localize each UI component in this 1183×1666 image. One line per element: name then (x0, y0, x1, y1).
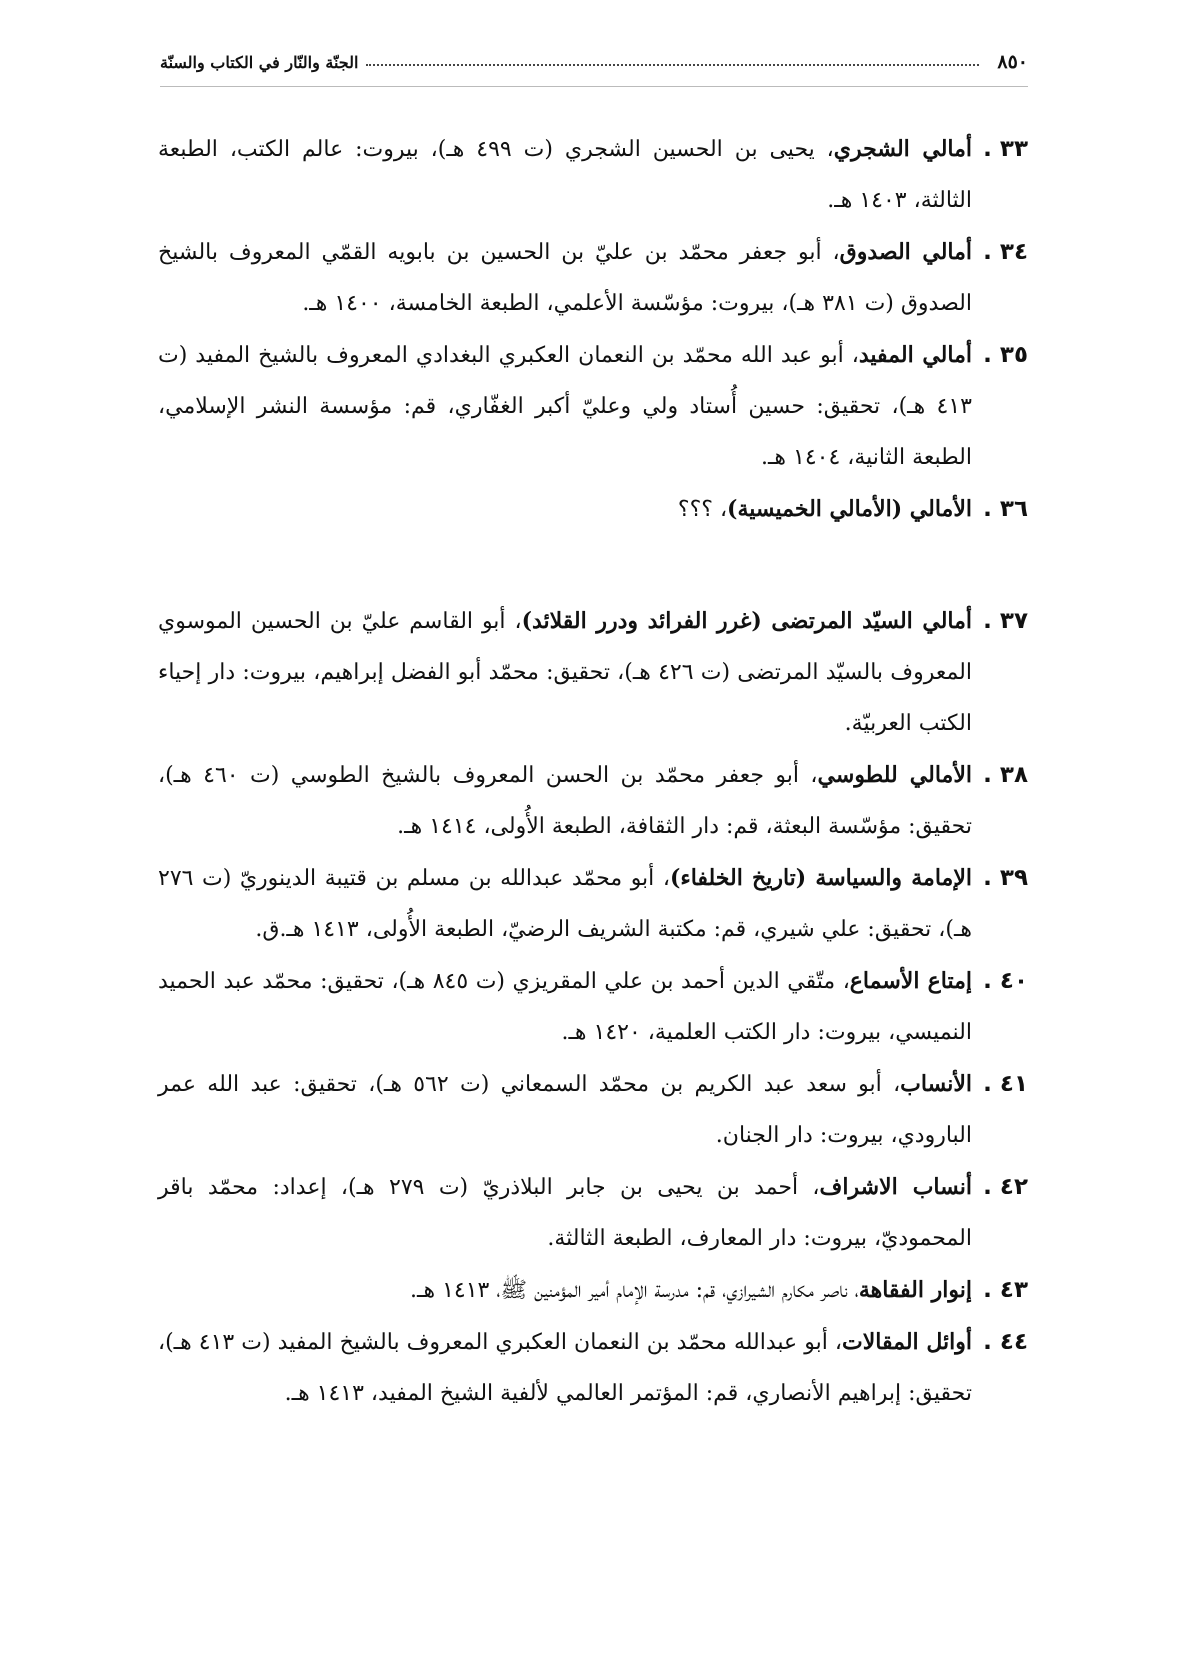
entry-title: أوائل المقالات (842, 1329, 972, 1355)
bibliography-entry (158, 227, 1028, 329)
bibliography-entry (158, 330, 1028, 483)
bibliography-entry (158, 956, 1028, 1058)
entry-title: الأنساب (900, 1071, 972, 1097)
entry-title: الأمالي للطوسي (817, 762, 972, 788)
entry-title: أنساب الاشراف (819, 1174, 972, 1200)
entry-number: ٣٤ . (983, 239, 1028, 265)
bibliography-entry (158, 750, 1028, 852)
entry-body: ، ؟؟؟ (677, 497, 728, 522)
entry-body: ، أبو جعفر محمّد بن عليّ بن الحسين بن بابويه القمّي المعروف بالشيخ الصدوق (ت ٣٨١ هـ)، بيروت: مؤسّسة الأعلمي، الطبعة الخامسة، ١٤٠٠ هـ. (158, 240, 972, 316)
entry-body: ، يحيى بن الحسين الشجري (ت ٤٩٩ هـ)، بيروت: عالم الكتب، الطبعة الثالثة، ١٤٠٣ هـ. (158, 137, 972, 213)
entry-body: ، أبو عبدالله محمّد بن النعمان العكبري المعروف بالشيخ المفيد (ت ٤١٣ هـ)، تحقيق: إبراهيم الأنصاري، قم: المؤتمر العالمي لألفية الشيخ المفيد، ١٤١٣ هـ. (158, 1330, 972, 1406)
entry-body: ، متّقي الدين أحمد بن علي المقريزي (ت ٨٤٥ هـ)، تحقيق: محمّد عبد الحميد النميسي، بيروت: دار الكتب العلمية، ١٤٢٠ هـ. (158, 969, 972, 1045)
entry-title: إمتاع الأسماع (849, 968, 972, 994)
header-divider (160, 86, 1028, 87)
entry-number: ٣٧ . (983, 608, 1028, 634)
bibliography-entry (158, 853, 1028, 955)
bibliography-list (158, 124, 1028, 536)
entry-body: ، أبو عبد الله محمّد بن النعمان العكبري البغدادي المعروف بالشيخ المفيد (ت ٤١٣ هـ)، تحقيق: حسين أُستاد ولي وعليّ أكبر الغفّاري، قم: مؤسسة النشر الإسلامي، الطبعة الثانية، ١٤٠٤ هـ. (158, 343, 972, 470)
entry-number: ٣٦ . (983, 496, 1028, 522)
entry-body: ، أبو سعد عبد الكريم بن محمّد السمعاني (ت ٥٦٢ هـ)، تحقيق: عبد الله عمر البارودي، بيروت: دار الجنان. (158, 1072, 972, 1148)
header-dot-leader (366, 64, 979, 66)
entry-number: ٤٣ . (983, 1277, 1028, 1303)
entry-title: الإمامة والسياسة (تاريخ الخلفاء) (669, 865, 972, 891)
entry-number: ٣٨ . (983, 762, 1028, 788)
entry-number: ٤٠ . (983, 968, 1028, 994)
entry-number: ٣٣ . (983, 136, 1028, 162)
bibliography-entry (158, 1265, 1028, 1316)
entry-number: ٤٤ . (983, 1329, 1028, 1355)
bibliography-entry (158, 1059, 1028, 1161)
bibliography-list (158, 596, 1028, 1420)
entry-number: ٣٥ . (983, 342, 1028, 368)
bibliography-entry (158, 124, 1028, 226)
entry-body: ، أبو القاسم عليّ بن الحسين الموسوي المعروف بالسيّد المرتضى (ت ٤٢٦ هـ)، تحقيق: محمّد أبو الفضل إبراهيم، بيروت: دار إحياء الكتب العربيّة. (158, 609, 972, 736)
entry-title: أمالي الصدوق (839, 239, 973, 265)
entry-number: ٣٩ . (983, 865, 1028, 891)
entry-body: ، أبو محمّد عبدالله بن مسلم بن قتيبة الدينوريّ (ت ٢٧٦ هـ)، تحقيق: علي شيري، قم: مكتبة الشريف الرضيّ، الطبعة الأُولى، ١٤١٣ هـ.ق. (158, 866, 972, 942)
bibliography-entry (158, 596, 1028, 749)
entry-title: أمالي الشجري (833, 136, 972, 162)
entry-title: الأمالي (الأمالي الخميسية) (727, 496, 972, 522)
entry-body: ، أبو جعفر محمّد بن الحسن المعروف بالشيخ الطوسي (ت ٤٦٠ هـ)، تحقيق: مؤسّسة البعثة، قم: دار الثقافة، الطبعة الأُولى، ١٤١٤ هـ. (158, 763, 972, 839)
entry-number: ٤٢ . (983, 1174, 1028, 1200)
entry-number: ٤١ . (983, 1071, 1028, 1097)
bibliography-entry (158, 484, 1028, 535)
page-number: ٨٥٠ (997, 51, 1028, 73)
entry-body: ، ناصر مكارم الشيرازي، قم: مدرسة الإمام أمير المؤمنين ﷺ، ١٤١٣ هـ. (410, 1278, 859, 1303)
entry-body: ، أحمد بن يحيى بن جابر البلاذريّ (ت ٢٧٩ هـ)، إعداد: محمّد باقر المحموديّ، بيروت: دار المعارف، الطبعة الثالثة. (158, 1175, 972, 1251)
bibliography-entry (158, 1162, 1028, 1264)
running-header (160, 44, 1028, 80)
entry-title: أمالي السيّد المرتضى (غرر الفرائد ودرر القلائد) (521, 608, 972, 634)
bibliography-entry (158, 1317, 1028, 1419)
book-title: الجنّة والنّار في الكتاب والسنّة (160, 52, 359, 72)
entry-title: إنوار الفقاهة (858, 1277, 972, 1303)
entry-title: أمالي المفيد (858, 342, 972, 368)
